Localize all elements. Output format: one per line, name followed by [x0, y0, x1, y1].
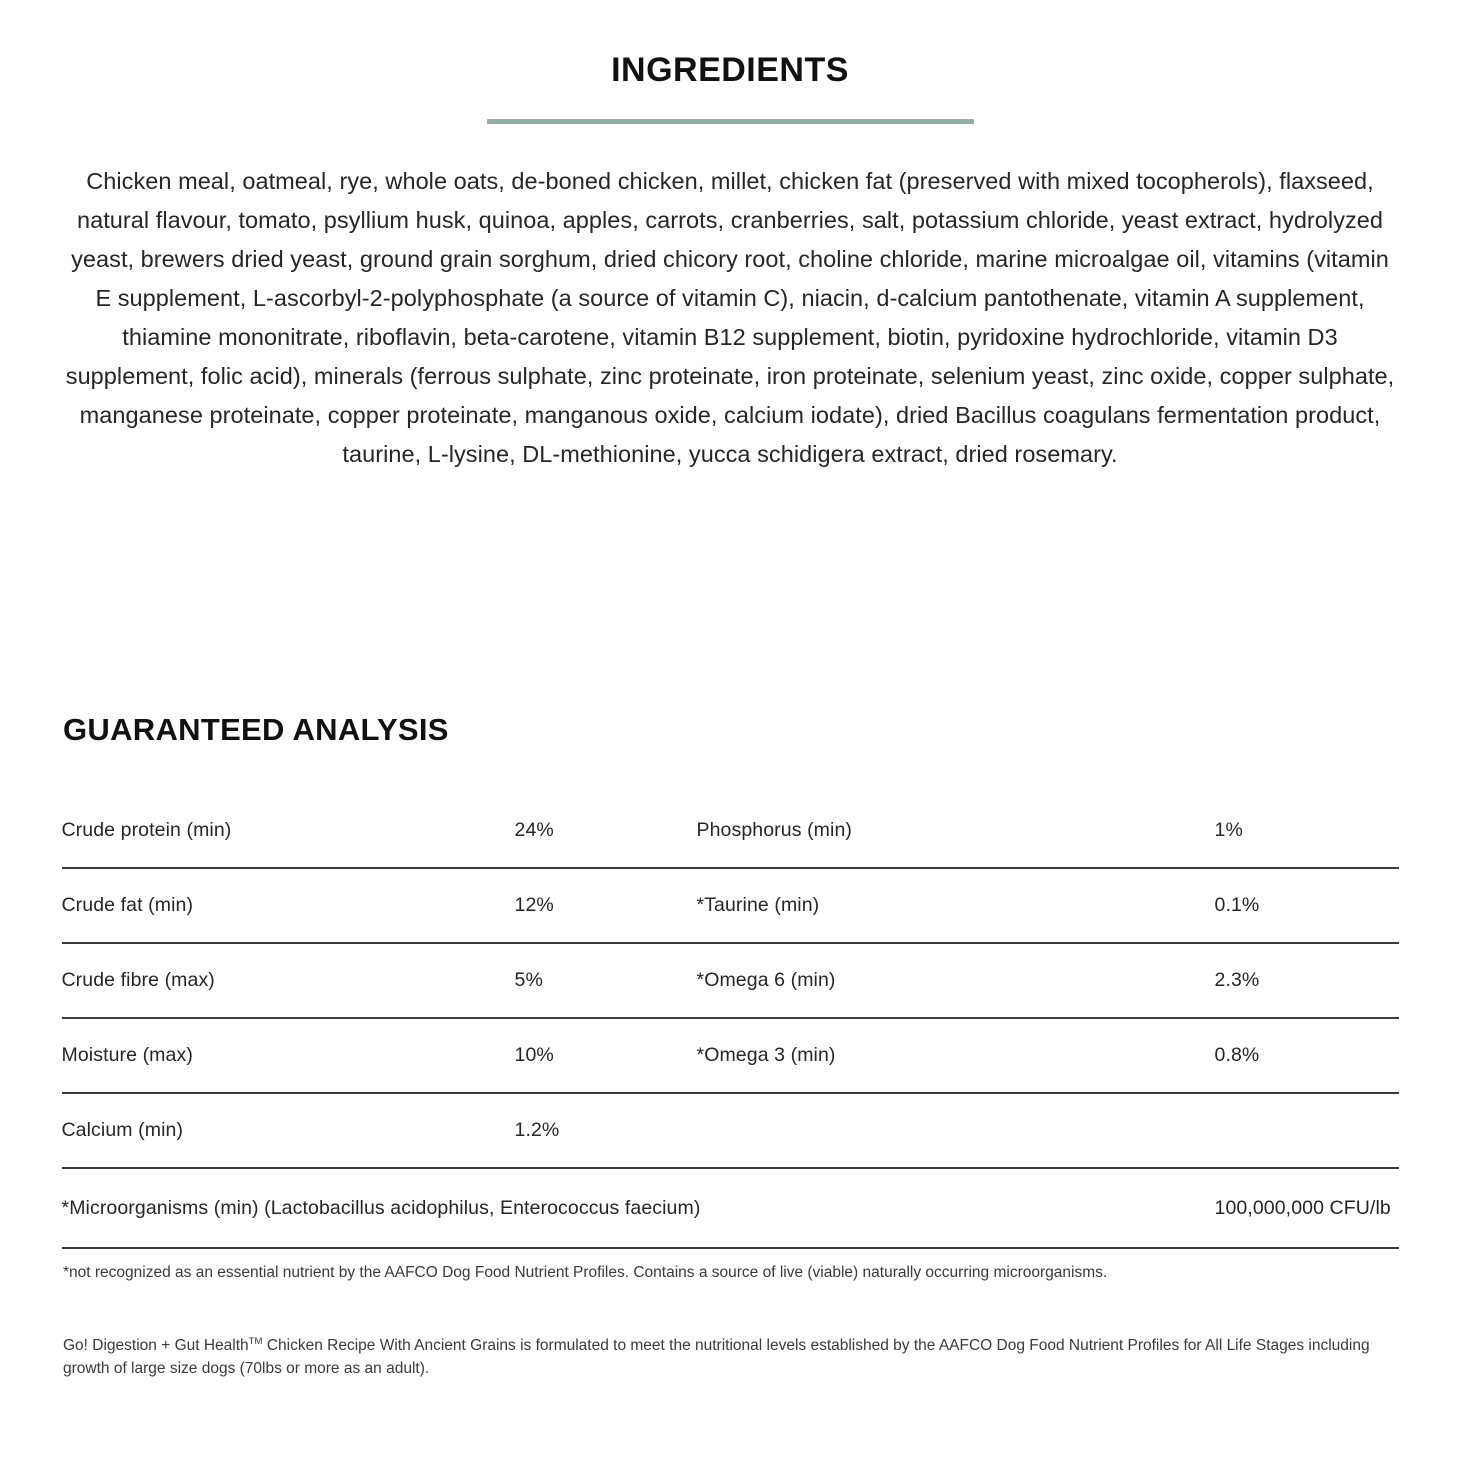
nutrient-value: 1.2%: [515, 1093, 697, 1168]
nutrient-label: *Omega 3 (min): [697, 1018, 1215, 1093]
table-row-microorganisms: [62, 1168, 1399, 1248]
nutrient-value: 12%: [515, 868, 697, 943]
nutrient-label: *Omega 6 (min): [697, 943, 1215, 1018]
table-row: [62, 1093, 1399, 1168]
aafco-statement: [63, 1334, 1403, 1380]
nutrient-label: Crude fibre (max): [62, 943, 515, 1018]
nutrient-value: 24%: [515, 794, 697, 868]
ingredients-list-text: Chicken meal, oatmeal, rye, whole oats, de-boned chicken, millet, chicken fat (preserved with mixed tocopherols), flaxseed, natural flavour, tomato, psyllium husk, quinoa, apples, carrots, cranberries, salt, potassium chloride, yeast extract, hydrolyzed yeast, brewers dried yeast, ground grain sorghum, dried chicory root, choline chloride, marine microalgae oil, vitamins (vitamin E supplement, L-ascorbyl-2-polyphosphate (a source of vitamin C), niacin, d-calcium pantothenate, vitamin A supplement, thiamine mononitrate, riboflavin, beta-carotene, vitamin B12 supplement, biotin, pyridoxine hydrochloride, vitamin D3 supplement, folic acid), minerals (ferrous sulphate, zinc proteinate, iron proteinate, selenium yeast, zinc oxide, copper sulphate, manganese proteinate, copper proteinate, manganous oxide, calcium iodate), dried Bacillus coagulans fermentation product, taurine, L-lysine, DL-methionine, yucca schidigera extract, dried rosemary.: [65, 167, 1395, 467]
heading-divider-wrap: [0, 119, 1460, 124]
nutrient-value: 0.1%: [1215, 868, 1399, 943]
asterisk-footnote: *not recognized as an essential nutrient by the AAFCO Dog Food Nutrient Profiles. Contains a source of live (viable) naturally occurring microorganisms.: [63, 1264, 1108, 1281]
nutrient-label-empty: [697, 1093, 1215, 1168]
ingredients-heading: INGREDIENTS: [611, 51, 849, 89]
nutrient-value: 1%: [1215, 794, 1399, 868]
nutrient-value: 10%: [515, 1018, 697, 1093]
guaranteed-analysis-heading: GUARANTEED ANALYSIS: [63, 712, 449, 747]
nutrient-value-empty: [1215, 1093, 1399, 1168]
nutrient-value: 5%: [515, 943, 697, 1018]
table-row: [62, 1018, 1399, 1093]
nutrient-label: Moisture (max): [62, 1018, 515, 1093]
table-row: [62, 868, 1399, 943]
microorganisms-value: 100,000,000 CFU/lb: [1215, 1168, 1399, 1248]
nutrient-value: 0.8%: [1215, 1018, 1399, 1093]
guaranteed-analysis-section: [0, 712, 1460, 1249]
aafco-statement-part2: Chicken Recipe With Ancient Grains is formulated to meet the nutritional levels established by the AAFCO Dog Food Nutrient Profiles for All Life Stages including growth of large size dogs (70lbs or more as an adult).: [63, 1337, 1370, 1377]
nutrient-label: Crude fat (min): [62, 868, 515, 943]
aafco-statement-part1: Go! Digestion + Gut Health: [63, 1337, 249, 1354]
nutrient-value: 2.3%: [1215, 943, 1399, 1018]
nutrient-label: Calcium (min): [62, 1093, 515, 1168]
guaranteed-analysis-table: [62, 794, 1399, 1249]
table-row: [62, 794, 1399, 868]
nutrient-label: Crude protein (min): [62, 794, 515, 868]
nutrient-label: Phosphorus (min): [697, 794, 1215, 868]
microorganisms-label: *Microorganisms (min) (Lactobacillus acidophilus, Enterococcus faecium): [62, 1168, 1215, 1248]
trademark-symbol: TM: [248, 1335, 263, 1347]
ingredients-section: [0, 0, 1460, 474]
nutrient-label: *Taurine (min): [697, 868, 1215, 943]
heading-divider: [487, 119, 974, 124]
table-row: [62, 943, 1399, 1018]
